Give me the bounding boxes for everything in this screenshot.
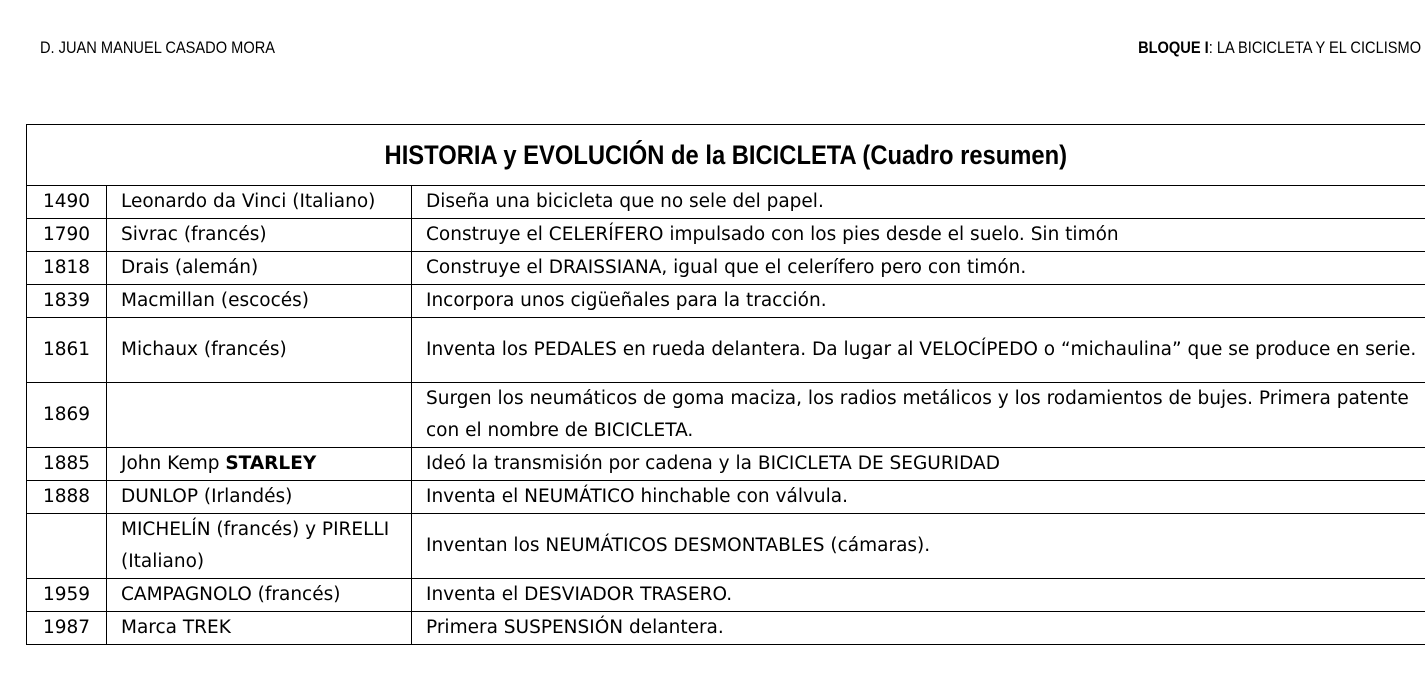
- year-cell: 1490: [27, 186, 107, 219]
- description-cell: Construye el DRAISSIANA, igual que el celerífero pero con timón.: [412, 252, 1425, 285]
- description-cell: Inventa los PEDALES en rueda delantera. Da lugar al VELOCÍPEDO o “michaulina” que se produce en serie.: [412, 318, 1425, 383]
- inventor-cell: [107, 383, 412, 448]
- table-row: [27, 186, 1425, 219]
- description-cell: Inventa el NEUMÁTICO hinchable con válvula.: [412, 481, 1425, 514]
- table-row: [27, 448, 1425, 481]
- table-row: [27, 252, 1425, 285]
- inventor-cell: CAMPAGNOLO (francés): [107, 579, 412, 612]
- year-cell: 1959: [27, 579, 107, 612]
- table-title: [27, 125, 1425, 186]
- table-row: [27, 481, 1425, 514]
- inventor-cell: Michaux (francés): [107, 318, 412, 383]
- table-row: [27, 612, 1425, 645]
- table-row: [27, 579, 1425, 612]
- year-cell: 1790: [27, 219, 107, 252]
- description-cell: Surgen los neumáticos de goma maciza, los radios metálicos y los rodamientos de bujes. Primera patente con el nombre de BICICLETA.: [412, 383, 1425, 448]
- description-cell: Incorpora unos cigüeñales para la tracción.: [412, 285, 1425, 318]
- table-row: [27, 219, 1425, 252]
- table-title-text: HISTORIA y EVOLUCIÓN de la BICICLETA (Cuadro resumen): [384, 140, 1067, 170]
- description-cell: Diseña una bicicleta que no sele del papel.: [412, 186, 1425, 219]
- year-cell: 1839: [27, 285, 107, 318]
- year-cell: 1818: [27, 252, 107, 285]
- inventor-cell: Sivrac (francés): [107, 219, 412, 252]
- inventor-cell: Macmillan (escocés): [107, 285, 412, 318]
- block-prefix: BLOQUE I: [1137, 38, 1209, 57]
- year-cell: 1987: [27, 612, 107, 645]
- inventor-cell: MICHELÍN (francés) y PIRELLI (Italiano): [107, 514, 412, 579]
- inventor-name: John Kemp: [121, 453, 226, 474]
- description-cell: Primera SUSPENSIÓN delantera.: [412, 612, 1425, 645]
- history-table: [26, 124, 1425, 645]
- table-row: [27, 383, 1425, 448]
- block-title: : LA BICICLETA Y EL CICLISMO: [1208, 38, 1421, 57]
- inventor-surname: STARLEY: [225, 453, 317, 474]
- table-row: [27, 514, 1425, 579]
- year-cell: 1885: [27, 448, 107, 481]
- description-cell: Inventan los NEUMÁTICOS DESMONTABLES (cámaras).: [412, 514, 1425, 579]
- description-cell: Ideó la transmisión por cadena y la BICICLETA DE SEGURIDAD: [412, 448, 1425, 481]
- year-cell: [27, 514, 107, 579]
- year-cell: 1861: [27, 318, 107, 383]
- inventor-cell: Drais (alemán): [107, 252, 412, 285]
- description-cell: Construye el CELERÍFERO impulsado con los pies desde el suelo. Sin timón: [412, 219, 1425, 252]
- author-header: D. JUAN MANUEL CASADO MORA: [40, 38, 276, 57]
- table-row: [27, 318, 1425, 383]
- block-header: [1138, 36, 1421, 60]
- description-cell: Inventa el DESVIADOR TRASERO.: [412, 579, 1425, 612]
- year-cell: 1888: [27, 481, 107, 514]
- inventor-cell: Leonardo da Vinci (Italiano): [107, 186, 412, 219]
- inventor-cell: Marca TREK: [107, 612, 412, 645]
- inventor-cell: [107, 448, 412, 481]
- table-row: [27, 285, 1425, 318]
- year-cell: 1869: [27, 383, 107, 448]
- inventor-cell: DUNLOP (Irlandés): [107, 481, 412, 514]
